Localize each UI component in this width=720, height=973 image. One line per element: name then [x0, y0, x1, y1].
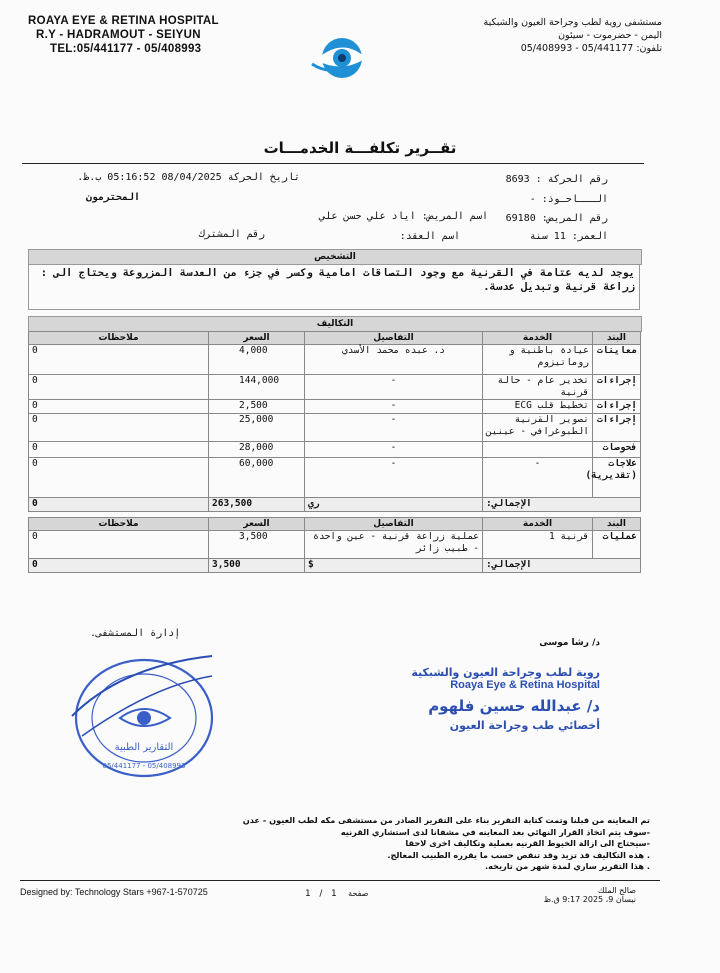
row-notes: 0: [29, 400, 209, 414]
hospital-location-ar: اليمن - حضرموت - سيئون: [558, 30, 662, 41]
page-separator: /: [319, 889, 323, 899]
col-item: البند: [593, 332, 641, 345]
col-service: الخدمة: [483, 518, 593, 531]
row-details: -: [305, 458, 483, 498]
row-price: 3,500: [209, 531, 305, 559]
col-service: الخدمة: [483, 332, 593, 345]
row-item: فحوصات: [593, 442, 641, 458]
stamp-label: التقارير الطبية: [114, 742, 174, 753]
subscriber-number: رقم المشترك: [198, 229, 265, 240]
row-notes: 0: [29, 414, 209, 442]
header-english: [28, 14, 219, 56]
hospital-name-ar: مستشفى روية لطب وجراحة العيون والشبكية: [483, 17, 662, 28]
eye-logo-icon: [308, 34, 370, 84]
row-notes: 0: [29, 442, 209, 458]
title-divider: [22, 163, 644, 164]
signature-doctor-name: د/ عبدالله حسين فلهوم: [428, 697, 600, 715]
total-currency: $: [305, 559, 483, 573]
total-currency: ري: [305, 498, 483, 512]
col-price: السعر: [209, 518, 305, 531]
row-service: عيادة باطنية و روماتيزوم: [483, 345, 593, 375]
row-details: د. عبده محمد الأسدي: [305, 345, 483, 375]
referrer: الـــاحـوذ: -: [529, 194, 608, 205]
patient-age: العمر: 11 سنة: [529, 231, 608, 242]
col-details: التفاصيل: [305, 332, 483, 345]
row-notes: 0: [29, 458, 209, 498]
row-price: 60,000: [209, 458, 305, 498]
costs-header: التكاليف: [28, 316, 642, 332]
row-price: 4,000: [209, 345, 305, 375]
stamp-phone: 05/441177 - 05/408993: [102, 762, 186, 770]
patient-number: رقم المريض: 69180: [505, 213, 608, 224]
movement-number: رقم الحركة : 8693: [505, 174, 608, 185]
page-label: صفحة: [348, 889, 369, 898]
operations-table: [28, 517, 641, 573]
row-item: إجراءات: [593, 375, 641, 400]
row-details: -: [305, 442, 483, 458]
total-notes: 0: [29, 559, 209, 573]
diagnosis-header: التشخيص: [28, 249, 642, 265]
col-price: السعر: [209, 332, 305, 345]
row-notes: 0: [29, 531, 209, 559]
row-service: -: [483, 458, 593, 498]
note-line: -سيحتاج الى ازالة الخيوط القرنيه بعملية وتكاليف اخرى لاحقا: [405, 838, 650, 848]
footer-divider: [20, 880, 660, 881]
row-details: -: [305, 414, 483, 442]
hospital-location-en: R.Y - HADRAMOUT - SEIYUN: [36, 29, 201, 41]
table-row: [29, 442, 641, 458]
row-item: إجراءات: [593, 400, 641, 414]
diagnosis-text: يوجد لديه عتامة في القرنية مع وجود التصاقات امامية وكسر في جزء من العدسة المزروعة ويحتاج الى : زراعة قرنية وتبديل عدسة.: [28, 264, 640, 310]
note-line: -سوف يتم اتخاذ القرار النهائي بعد المعاينه في مشفانا لدى استشاري القرنيه: [340, 826, 650, 837]
costs-header-row: [29, 332, 641, 345]
row-details: -: [305, 400, 483, 414]
note-line: . هذه التكاليف قد تزيد وقد تنقص حسب ما يقرره الطبيب المعالج.: [387, 849, 650, 860]
costs-total-row: [29, 498, 641, 512]
col-details: التفاصيل: [305, 518, 483, 531]
print-date: نيسان 9، 2025 9:17 ق.ظ: [543, 895, 636, 904]
row-price: 28,000: [209, 442, 305, 458]
total-label: الإجمالي:: [483, 559, 641, 573]
contract-name: اسم العقد:: [399, 231, 460, 242]
row-service: تخطيط قلب ECG: [483, 400, 593, 414]
table-row: [29, 414, 641, 442]
row-service: تخدير عام - حالة قرنية: [483, 375, 593, 400]
row-item: معاينات: [593, 345, 641, 375]
table-row: [29, 345, 641, 375]
total-label: الإجمالي:: [483, 498, 641, 512]
doctor-signature-name: د/ رشا موسى: [539, 638, 600, 648]
header-arabic: [483, 16, 662, 55]
table-row: [29, 375, 641, 400]
col-notes: ملاحظات: [29, 332, 209, 345]
row-notes: 0: [29, 375, 209, 400]
printed-by: صالح الملك: [597, 886, 636, 895]
table-row: [29, 458, 641, 498]
total-notes: 0: [29, 498, 209, 512]
hospital-name-en: ROAYA EYE & RETINA HOSPITAL: [28, 15, 219, 27]
report-notes: [130, 815, 650, 873]
operations-header-row: [29, 518, 641, 531]
hospital-stamp-icon: [62, 646, 222, 786]
page-number: [305, 889, 368, 899]
row-price: 25,000: [209, 414, 305, 442]
signature-specialty: أخصائي طب وجراحة العيون: [449, 719, 600, 732]
table-row: [29, 400, 641, 414]
col-item: البند: [593, 518, 641, 531]
total-amount: 3,500: [209, 559, 305, 573]
respected-label: المحترمون: [85, 192, 140, 203]
note-line: تم المعاينه من قبلنا وتمت كتابة التقرير بناء على التقرير الصادر من مستشفى مكه لطب العيون - عدن: [242, 815, 650, 825]
movement-date: تاريخ الحركة 08/04/2025 05:16:52 ب.ظ.: [77, 172, 300, 183]
note-line: . هذا التقرير ساري لمدة شهر من تاريخه.: [484, 861, 650, 871]
row-item: إجراءات: [593, 414, 641, 442]
patient-name: اسم المريض: اياد علي حسن علي: [319, 211, 488, 222]
signature-block: [360, 638, 600, 732]
hospital-phone-en: TEL:05/441177 - 05/408993: [50, 43, 202, 55]
row-details: عملية زراعة قرنية - عين واحدة - طبيب زائر: [305, 531, 483, 559]
row-price: 144,000: [209, 375, 305, 400]
row-service: [483, 442, 593, 458]
designer-credit: Designed by: Technology Stars +967-1-570725: [20, 887, 208, 897]
row-service: تصوير القرنية الطبوغرافي - عينين: [483, 414, 593, 442]
row-notes: 0: [29, 345, 209, 375]
hospital-phone-ar: تلفون: 05/441177 - 05/408993: [520, 43, 662, 54]
report-title: تقــرير تكلفـــة الخدمـــات: [263, 139, 457, 157]
signature-hospital-ar: روية لطب وجراحة العيون والشبكية: [411, 666, 600, 679]
table-row: [29, 531, 641, 559]
page-total: 1: [305, 889, 311, 899]
col-notes: ملاحظات: [29, 518, 209, 531]
row-price: 2,500: [209, 400, 305, 414]
total-amount: 263,500: [209, 498, 305, 512]
row-details: -: [305, 375, 483, 400]
print-info: [544, 886, 636, 904]
signature-hospital-en: Roaya Eye & Retina Hospital: [450, 679, 600, 691]
row-item: علاجات (تقديرية): [593, 458, 641, 498]
hospital-management: إدارة المستشفى.: [90, 628, 181, 639]
row-service: قرنية 1: [483, 531, 593, 559]
costs-table: [28, 331, 641, 512]
page-current: 1: [330, 889, 337, 899]
operations-total-row: [29, 559, 641, 573]
row-item: عمليات: [593, 531, 641, 559]
